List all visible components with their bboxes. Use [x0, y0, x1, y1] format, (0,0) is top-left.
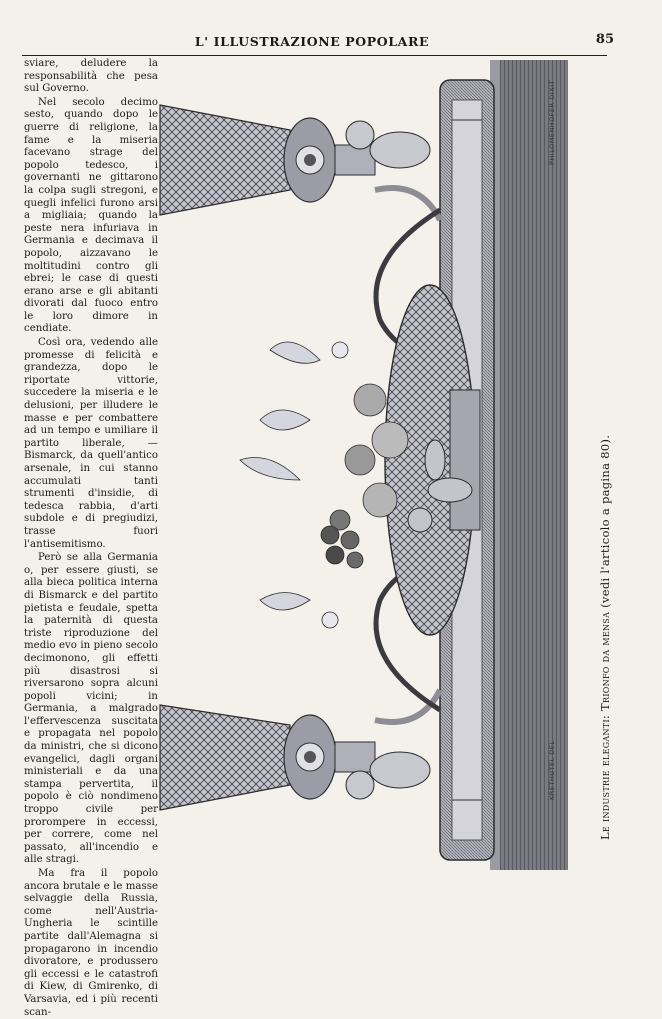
paragraph: Nel secolo decimo sesto, quando dopo le guerre di religione, la fame e la miseria facevano strage del popolo tedesco, i governanti ne gittarono la colpa sugli stregoni, e quegli infelici furono arsi a migliaia; quando la peste nera infuriava in Germania e decimava il popolo, aizzavano le moltitudini contro gli ebrei; le case di questi erano arse e gli abitanti divorati dal fuoco entro le loro dimore in cendiate. — [24, 96, 158, 335]
fruit-and-flowers — [240, 342, 408, 628]
caption-prefix: Le industrie eleganti: — [598, 714, 612, 840]
paragraph: Ma fra il popolo ancora brutale e le masse selvaggie della Russia, come nell'Austria-Ungheria le scintille partite dall'Alemagna si propagarono in incendio divoratore, e produssero gli eccessi e le catastrofi di Kiew, di Gmirenko, di Varsavia, ed i più recenti scan- — [24, 868, 158, 1018]
crystal-vase-bottom — [160, 705, 375, 810]
illustration-caption — [598, 240, 612, 840]
page-header — [22, 28, 614, 58]
text-column — [24, 58, 158, 1018]
page-number: 85 — [595, 32, 614, 47]
running-title: L' ILLUSTRAZIONE POPOLARE — [194, 34, 430, 49]
paragraph: Però se alla Germania o, per essere giusti, se alla bieca politica interna di Bismarck e del partito pietista e feudale, spetta la paternità di questa triste riproduzione del medio evo in pieno secolo decimonono, gli effetti più disastrosi si riversarono sopra alcuni popoli vicini; in Germania, a malgrado l'effervescenza suscitata e propagata nel popolo da ministri, che si dicono evangelici, dagli organi ministeriali e da una stampa pervertita, il popolo è ciò nondimeno troppo civile per prorompere in eccessi, per correre, come nel passato, all'incendio e alle stragi. — [24, 552, 158, 866]
header-rule — [22, 55, 607, 56]
engraver-signature-bottom: KRETHUTEL DEL — [548, 740, 556, 800]
crystal-vase-top — [160, 105, 375, 215]
paragraph: sviare, deludere la responsabilità che pesa sul Governo. — [24, 58, 158, 95]
paragraph: Così ora, vedendo alle promesse di felicità e grandezza, dopo le riportate vittorie, succedere la miseria e le delusioni, per illudere le masse e per combattere ad un tempo e umiliare il partito liberale, — Bismarck, da quell'antico arsenale, in cui stanno accumulati tanti strumenti d'insidie, di tedesca rabbia, d'arti subdole e di pregiudizi, trasse fuori l'antisemitismo. — [24, 337, 158, 550]
engraving-table-centerpiece — [160, 60, 568, 870]
table-surface — [498, 60, 568, 870]
caption-title: Trionfo da mensa — [598, 611, 612, 711]
caption-suffix: (vedi l'articolo a pagina 80). — [598, 434, 612, 608]
engraver-signature-top: PHILOMENHOFER DIXIT — [548, 79, 556, 165]
